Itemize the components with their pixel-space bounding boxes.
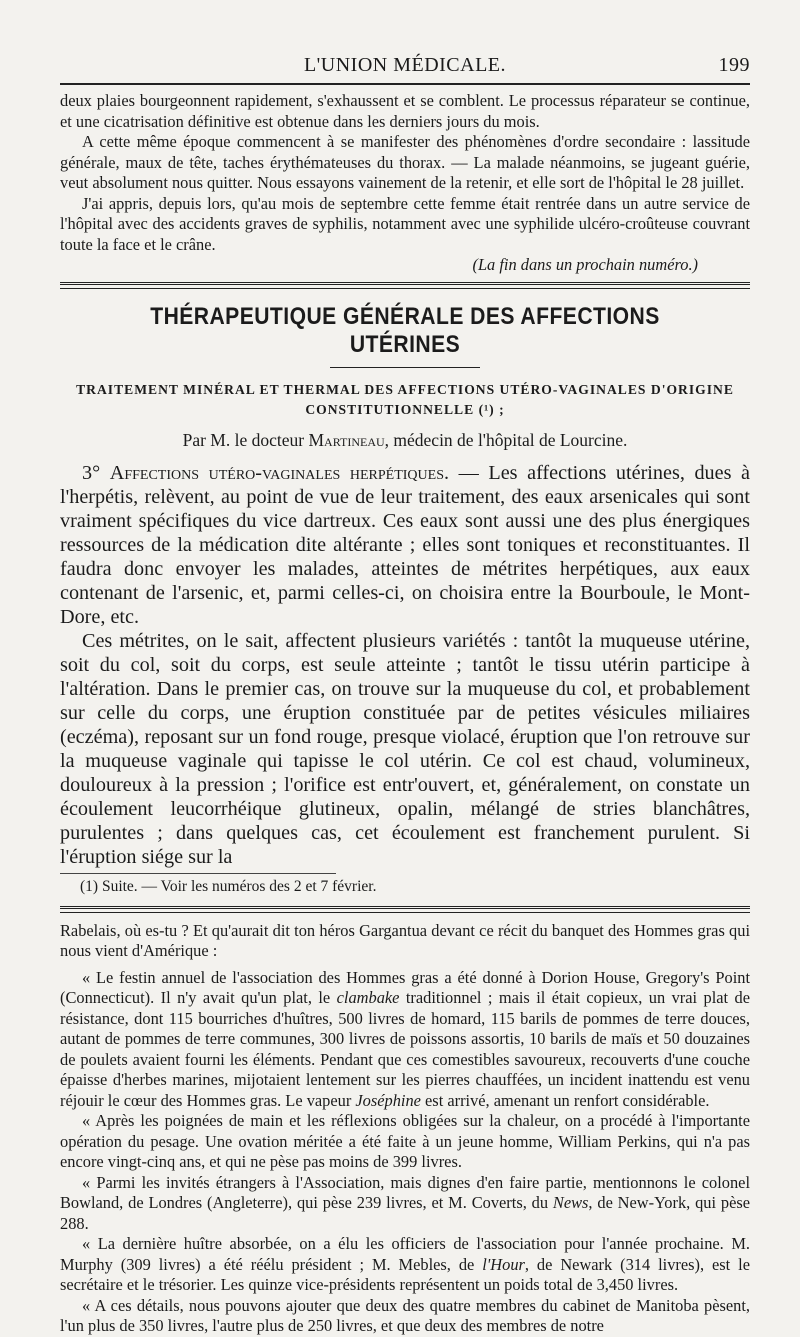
article-subtitle-line1: TRAITEMENT MINÉRAL ET THERMAL DES AFFECTIONS UTÉRO-VAGINALES D'ORIGINE — [76, 381, 734, 397]
footnote-rule — [60, 873, 336, 874]
journal-title: L'UNION MÉDICALE. — [303, 54, 507, 76]
article-paragraph-2: Ces métrites, on le sait, affectent plusieurs variétés : tantôt la muqueuse utérine, soit du col, soit du corps, est seule atteinte ; tantôt le tissu utérin participe à l'altération. Dans le premier cas, on trouve sur la muqueuse du col, et probablement sur celle du corps, une éruption constituée par de petites vésicules miliaires (eczéma), reposant sur un fond rouge, presque violacé, éruption que l'on retrouve sur la muqueuse vaginale qui tapisse le col utérin. Ce col est chaud, volumineux, douloureux à la pression ; l'orifice est entr'ouvert, et, généralement, on constate un écoulement leucorrhéique glutineux, opalin, mélangé de stries blanchâtres, purulentes ; dans quelques cas, cet écoulement est franchement purulent. Si l'éruption siége sur la — [60, 629, 750, 868]
feuilleton-paragraph-3: « Après les poignées de main et les réflexions obligées sur la chaleur, on a procédé à l'importante opération du pesage. Une ovation méritée a été faite à un jeune homme, William Perkins, qui n'a pas encore vingt-cinq ans, et qui ne pèse pas moins de 399 livres. — [60, 1111, 750, 1171]
article-footnote: (1) Suite. — Voir les numéros des 2 et 7 février. — [80, 877, 377, 895]
feuilleton-paragraph-5: « La dernière huître absorbée, on a élu les officiers de l'association pour l'année prochaine. M. Murphy (309 livres) a été réélu président ; M. Mebles, de l'Hour, de Newark (314 livres), est le secrétaire et le trésorier. Les quinze vice-présidents représentent un poids total de 3,450 livres. — [60, 1234, 750, 1294]
continuation-note: (La fin dans un prochain numéro.) — [472, 255, 698, 274]
byline-author: Martineau — [308, 429, 385, 450]
page-number: 199 — [718, 54, 750, 76]
byline-suffix: , médecin de l'hôpital de Lourcine. — [384, 429, 628, 450]
article-paragraph-1 — [60, 461, 750, 629]
article-title: THÉRAPEUTIQUE GÉNÉRALE DES AFFECTIONS UTÉRINES — [150, 302, 660, 358]
ship-name: Joséphine — [355, 1090, 421, 1110]
feuilleton-divider — [60, 906, 750, 913]
newspaper-name: News — [552, 1193, 589, 1212]
article-byline — [60, 430, 750, 451]
term-clambake: clambake — [336, 988, 400, 1007]
feuilleton-paragraph-6: « A ces détails, nous pouvons ajouter que deux des quatre membres du cabinet de Manitoba pèsent, l'un plus de 350 livres, l'autre plus de 250 livres, et que deux des membres de notre — [60, 1295, 750, 1335]
section-heading: Affections utéro-vaginales herpétiques. — [109, 461, 450, 484]
newspaper-name-2: l'Hour — [482, 1254, 525, 1274]
feuilleton-paragraph-4: « Parmi les invités étrangers à l'Association, mais dignes d'en faire partie, mentionnons le colonel Bowland, de Londres (Angleterre), qui pèse 239 livres, et M. Coverts, du News, de New-York, qui pèse 288. — [60, 1172, 751, 1233]
section-divider — [60, 282, 750, 289]
feuilleton-paragraph-1: Rabelais, où es-tu ? Et qu'aurait dit ton héros Gargantua devant ce récit du banquet des Hommes gras qui nous vient d'Amérique : — [60, 920, 750, 960]
title-rule — [330, 367, 480, 368]
feuilleton-paragraph-2: « Le festin annuel de l'association des Hommes gras a été donné à Dorion House, Gregory's Point (Connecticut). Il n'y avait qu'un plat, le clambake traditionnel ; mais il était copieux, un vrai plat de résistance, dont 115 bourriches d'huîtres, 500 livres de homard, 115 barils de pommes de terre douces, autant de pommes de terre communes, 300 livres de poissons assortis, 10 barils de maïs et 50 douzaines de poulets avaient fourni les éléments. Pendant que ces comestibles savoureux, recouverts d'une couche épaisse d'herbes marines, mijotaient lentement sur les pierres chauffées, un incident inattendu est venu réjouir le cœur des Hommes gras. Le vapeur Joséphine est arrivé, amenant un renfort considérable. — [60, 967, 750, 1110]
article-paragraph-1-text: — Les affections utérines, dues à l'herpétis, relèvent, au point de vue de leur traitement, des eaux arsenicales qui sont vraiment spécifiques du vice dartreux. Ces eaux sont aussi une des plus énergiques ressources de la médication dite altérante ; elles sont toniques et reconstituantes. Il faudra donc envoyer les malades, atteintes de métrites herpétiques, aux eaux contenant de l'arsenic, et, parmi celles-ci, on choisira entre la Bourboule, le Mont-Dore, etc. — [60, 461, 750, 628]
running-header — [60, 50, 750, 80]
section-number: 3° — [82, 461, 101, 484]
paragraph-case-1: deux plaies bourgeonnent rapidement, s'exhaussent et se comblent. Le processus réparateur se continue, et une cicatrisation définitive est obtenue dans les derniers jours du mois. — [60, 91, 750, 131]
header-rule — [60, 83, 750, 85]
article-subtitle-line2: CONSTITUTIONNELLE (¹) ; — [305, 401, 505, 417]
paragraph-case-3: J'ai appris, depuis lors, qu'au mois de septembre cette femme était rentrée dans un autre service de l'hôpital avec des accidents graves de syphilis, notamment avec une syphilide ulcéro-croûteuse couvrant toute la face et le crâne. — [60, 193, 750, 254]
byline-prefix: Par M. le docteur — [182, 429, 309, 450]
paragraph-case-2: A cette même époque commencent à se manifester des phénomènes d'ordre secondaire : lassitude générale, maux de tête, taches érythémateuses du thorax. — La malade néanmoins, se jugeant guérie, veut absolument nous quitter. Nous essayons vainement de la retenir, et elle sort de l'hôpital le 28 juillet. — [60, 132, 750, 192]
